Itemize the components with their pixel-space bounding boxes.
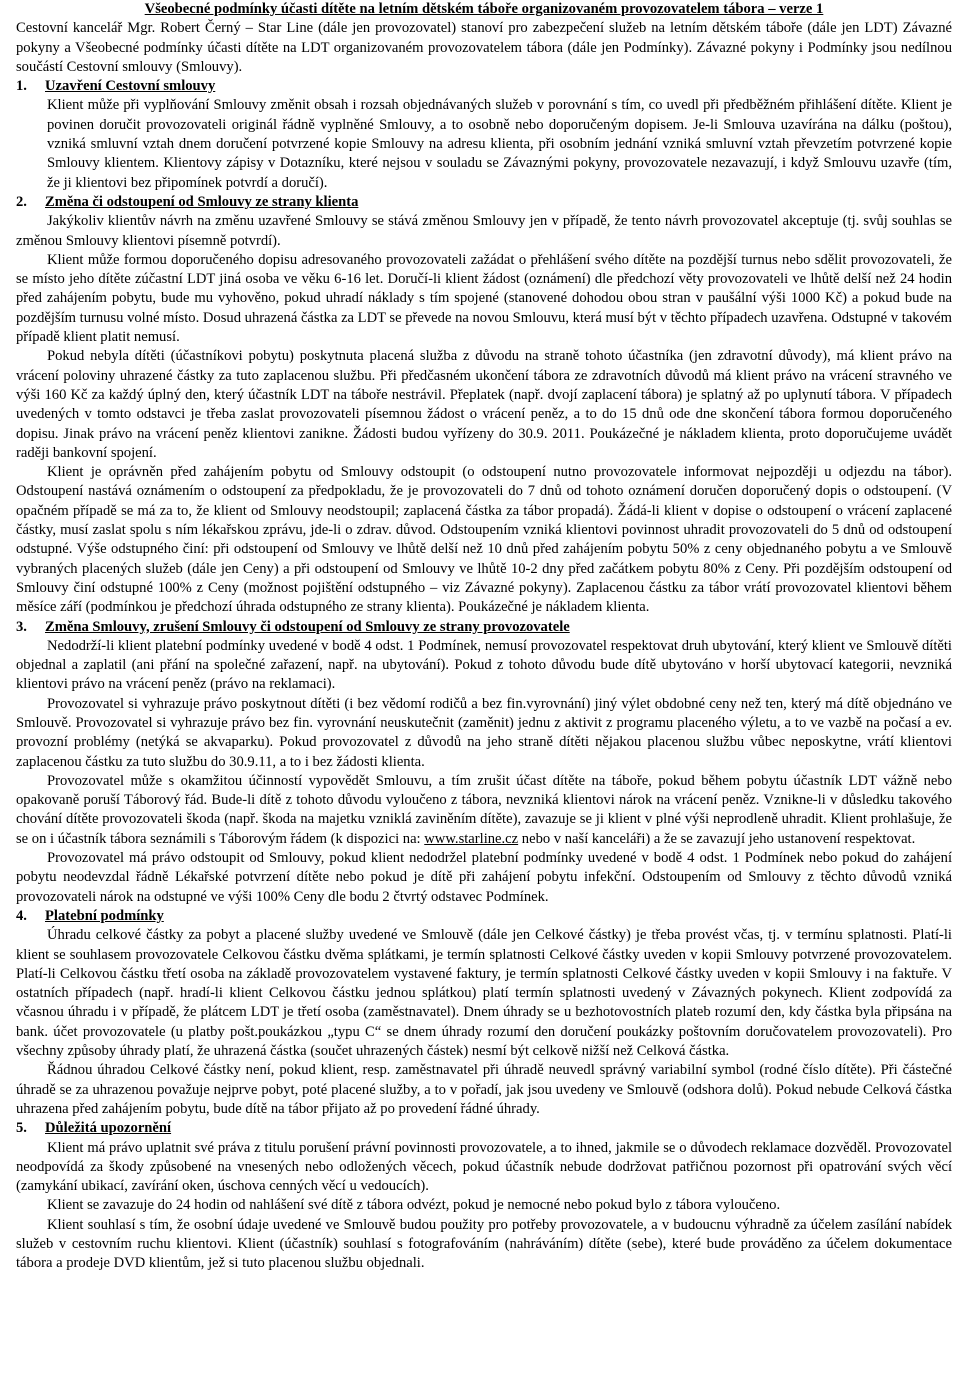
section-number: 3. bbox=[16, 618, 27, 635]
section-title: Platební podmínky bbox=[45, 907, 164, 924]
section-2-paragraph: Klient je oprávněn před zahájením pobytu od Smlouvy odstoupit (o odstoupení nutno provozovatele informovat nejpozději u odjezdu na tábor). Odstoupení nastává oznámením o odstoupení za předpokladu, že je provozovateli do 7 dnů od tohoto oznámení doručen doporučený dopis o odstoupení. (V opačném případě se má za to, že klient od Smlouvy neodstoupil; zaplacená částka za tábor propadá). Žádá-li klient v dopise o odstoupení o vrácení zaplacené částky, musí zaslat spolu s ním lékařskou zprávu, jde-li o zdrav. důvod. Odstoupením vzniká klientovi povinnost uhradit provozovateli do 5 dnů od odstoupení odstupné. Výše odstupného činí: při odstoupení od Smlouvy ve lhůtě delší než 10 dnů před zahájením pobytu 50% z ceny objednaného pobytu a ve Smlouvě vybraných placených služeb (dále jen Ceny) a při odstoupení od Smlouvy ve lhůtě 10-2 dny před začátkem pobytu 80% z Ceny. Při pozdějším odstoupení od Smlouvy činí odstupné 100% z Ceny (možnost pojištění odstupného – viz Závazné pokyny). Zaplacenou částku za tábor vrátí provozovatel klientovi během měsíce září (podmínkou je předchozí úhrada odstupného ze strany klienta). Poukázečné je nákladem klienta. bbox=[16, 464, 952, 616]
section-2-paragraph: Jakýkoliv klientův návrh na změnu uzavřené Smlouvy se stává změnou Smlouvy jen v případě, že tento návrh provozovatel akceptuje (tj. svůj souhlas se změnou Smlouvy klientovi písemně potvrdí). bbox=[16, 213, 952, 249]
section-2-heading bbox=[16, 193, 952, 212]
section-title: Změna Smlouvy, zrušení Smlouvy či odstoupení od Smlouvy ze strany provozovatele bbox=[45, 618, 570, 635]
section-number: 2. bbox=[16, 193, 27, 210]
section-number: 1. bbox=[16, 78, 27, 95]
section-5-paragraph: Klient má právo uplatnit své práva z titulu porušení právní povinnosti provozovatele, a to ihned, jakmile se o důvodech reklamace dozvěděl. Provozovatel neodpovídá za škody způsobené na vnesených nebo odložených věcech, pokud účastník nebude dodržovat patřičnou pozornost při opatrování svých věcí (zamykání ubikací, zavírání oken, úschova cenných věcí u vedoucích). bbox=[16, 1139, 952, 1195]
section-3-heading bbox=[16, 618, 952, 637]
website-link[interactable]: www.starline.cz bbox=[424, 830, 519, 847]
section-5-paragraph: Klient se zavazuje do 24 hodin od nahlášení své dítě z tábora odvézt, pokud je nemocné nebo pokud bylo z tábora vyloučeno. bbox=[47, 1197, 781, 1214]
section-title: Změna či odstoupení od Smlouvy ze strany klienta bbox=[45, 193, 359, 210]
section-3-paragraph bbox=[16, 772, 952, 849]
section-3-paragraph: Nedodrží-li klient platební podmínky uvedené v bodě 4 odst. 1 Podmínek, nemusí provozovatel respektovat druh ubytování, který klient ve Smlouvě dítěti objednal a zaplatil (ani přání na společné zařazení, např. na ubytování). Pokud z tohoto důvodu bude dítě ubytováno v horší ubytovací kategorii, nevzniká klientovi právo na vrácení peněz (právo na reklamaci). bbox=[16, 637, 952, 693]
section-title: Důležitá upozornění bbox=[45, 1120, 172, 1137]
intro-paragraph: Cestovní kancelář Mgr. Robert Černý – Star Line (dále jen provozovatel) stanoví pro zabezpečení služeb na letním dětském táboře (dále jen LDT) Závazné pokyny a Všeobecné podmínky účasti dítěte na LDT organizovaném provozovatelem tábora (dále jen Podmínky). Závazné pokyny i Podmínky jsou nedílnou součástí Cestovní smlouvy (Smlouvy). bbox=[16, 20, 952, 75]
section-4-heading bbox=[16, 907, 952, 926]
section-3-paragraph: Provozovatel má právo odstoupit od Smlouvy, pokud klient nedodržel platební podmínky uvedené v bodě 4 odst. 1 Podmínek nebo pokud do zahájení pobytu neodevzdal řádně Lékařské potvrzení dítěte nebo pokud je dítě při zahájení pobytu infekční. Odstoupením od Smlouvy z těchto důvodů vzniká provozovateli nárok na odstupné ve výši 100% Ceny dle bodu 2 čtvrtý odstavec Podmínek. bbox=[16, 850, 952, 905]
section-4-paragraph: Úhradu celkové částky za pobyt a placené služby uvedené ve Smlouvě (dále jen Celkové částky) je třeba provést včas, tj. v termínu splatnosti. Platí-li klient se souhlasem provozovatele Celkovou částku dvěma splátkami, je termín splatnosti Celkové částky uveden v kopii Smlouvy potvrzené provozovatelem. Platí-li Celkovou částku třetí osoba na základě provozovatelem vystavené faktury, je termín splatnosti Celkové částky uveden v kopii Smlouvy i na faktuře. V ostatních případech (např. hradí-li klient Celkovou částku jednou splátkou) platí termín splatnosti uvedený v Závazných pokynech. Klient zodpovídá za včasnou úhradu i v případě, že plátcem LDT je třetí osoba (zaměstnavatel). Dnem úhrady se u bezhotovostních plateb rozumí den, kdy částka byla připsána na bank. účet provozovatele (u platby pošt.poukázkou „typu C“ se dnem úhrady rozumí den doručení poukázky poštovním doručovatelem provozovateli). Pro všechny způsoby úhrady platí, že uhrazená částka (součet uhrazených částek) nesmí být celkově nižší než Celková částka. bbox=[16, 927, 952, 1060]
section-2-paragraph: Klient může formou doporučeného dopisu adresovaného provozovateli zažádat o přehlášení svého dítěte na pozdější turnus nebo sdělit provozovateli, že se místo jeho dítěte zúčastní LDT jiná osoba ve věku 6-16 let. Doručí-li klient žádost (oznámení) dle předchozí věty provozovateli ve lhůtě delší než 24 hodin před zahájením pobytu, bude mu vyhověno, pokud uhradí náklady s tím spojené (stanovené dohodou obou stran v paušální výši 1000 Kč) a pokud bude na pozdějším turnusu volné místo. Dosud uhrazená částka za LDT se převede na novou Smlouvu, která musí být v těchto případech uzavřena. Odstupné v takovém případě klient platit nemusí. bbox=[16, 251, 952, 346]
section-number: 4. bbox=[16, 907, 27, 924]
section-4-paragraph: Řádnou úhradou Celkové částky není, pokud klient, resp. zaměstnavatel při úhradě neuvedl správný variabilní symbol (rodné číslo dítěte). Při částečné úhradě se za uhrazenou považuje nejprve pobyt, poté placené služby, a to v pořadí, jak jsou uvedeny ve Smlouvě (odshora dolů). Pokud nebude Celková částka uhrazena před zahájením pobytu, bude dítě na tábor přijato až po provedení řádné úhrady. bbox=[16, 1062, 952, 1117]
document-title: Všeobecné podmínky účasti dítěte na letním dětském táboře organizovaném provozovatelem tábora – verze 1 bbox=[144, 1, 824, 17]
section-5-paragraph: Klient souhlasí s tím, že osobní údaje uvedené ve Smlouvě budou použity pro potřeby provozovatele, a v budoucnu výhradně za účelem zasílání nabídek služeb v cestovním ruchu klientovi. Klient (účastník) souhlasí s fotografováním (nahráváním) dítěte (sebe), které bude prováděno za účelem dokumentace tábora a prodeje DVD klientům, jež si tuto placenou službu objednali. bbox=[16, 1216, 952, 1272]
section-title: Uzavření Cestovní smlouvy bbox=[45, 78, 216, 95]
section-number: 5. bbox=[16, 1120, 27, 1137]
section-1-paragraph: Klient může při vyplňování Smlouvy změnit obsah i rozsah objednávaných služeb v porovnání s tím, co uvedl při předběžném přihlášení dítěte. Klient je povinen doručit provozovateli originál řádně vyplněné Smlouvy, a to osobně nebo doporučeným dopisem. Je-li Smlouva uzavírána na dálku (poštou), vzniká smluvní vztah dnem doručení potvrzené kopie Smlouvy na adresu klienta, při osobním jednání vzniká smluvní vztah převzetím potvrzené kopie Smlouvy klientem. Klientovy zápisy v Dotazníku, které nejsou v souladu se Závaznými pokyny, provozovatele nezavazují, i když Smlouvu uzavře (tím, že ji klientovi bez připomínek potvrdí a doručí). bbox=[47, 97, 952, 191]
section-2-paragraph: Pokud nebyla dítěti (účastníkovi pobytu) poskytnuta placená služba z důvodu na straně tohoto účastníka (jen zdravotní důvody), má klient právo na vrácení poloviny uhrazené částky za tuto zaplacenou službu. Při předčasném ukončení tábora ze zdravotních důvodů má klient právo na vrácení stravného ve výši 160 Kč za každý úplný den, který účastník LDT na táboře nestrávil. Přeplatek (např. dvojí zaplacení tábora) je splatný až po uplynutí tábora. V případech uvedených v tomto odstavci je třeba zaslat provozovateli písemnou žádost o vrácení peněz, a to do 15 dnů ode dne skončení tábora formou doporučeného dopisu. Jinak právo na vrácení peněz klientovi zanikne. Žádosti budou vyřízeny do 30.9. 2011. Poukázečné je nákladem klienta, proto doporučujeme uvádět raději bankovní spojení. bbox=[16, 348, 952, 461]
section-1-heading bbox=[16, 77, 952, 96]
section-3-paragraph: Provozovatel si vyhrazuje právo poskytnout dítěti (i bez vědomí rodičů a bez fin.vyrovnání) jiný výlet obdobné ceny než ten, který má dítě objednáno ve Smlouvě. Provozovatel si vyhrazuje právo bez fin. vyrovnání neuskutečnit (zaměnit) jednu z aktivit z programu placeného výletu, a to ve vazbě na počasí a ev. provozní problémy (netýká se akvaparku). Pokud provozovatel z důvodů na jeho straně dítěti nějakou placenou službu vůbec neposkytne, vrátí klientovi zaplacenou částku za tuto službu do 30.9.11, a to i bez žádosti klienta. bbox=[16, 695, 952, 770]
paragraph-text: nebo v naší kanceláři) a že se zavazují jeho ustanovení respektovat. bbox=[518, 830, 916, 847]
paragraph-text: Provozovatel může s okamžitou účinností vypovědět Smlouvu, a tím zrušit účast dítěte na táboře, pokud během pobytu účastník LDT vážně nebo opakovaně poruší Táborový řád. Bude-li dítě z tohoto důvodu vyloučeno z tábora, nevzniká klientovi nárok na vrácení peněz. Vzniknе-li v důsledku takového chování dítěte provozovateli škoda (např. škoda na majetku vzniklá zaviněním dítěte), zavazuje se ji klient v plné výši neprodleně uhradit. Klient prohlašuje, že se on i účastník tábora seznámili s Táborovým řádem (k dispozici na: bbox=[16, 772, 952, 847]
section-5-heading bbox=[16, 1119, 952, 1138]
